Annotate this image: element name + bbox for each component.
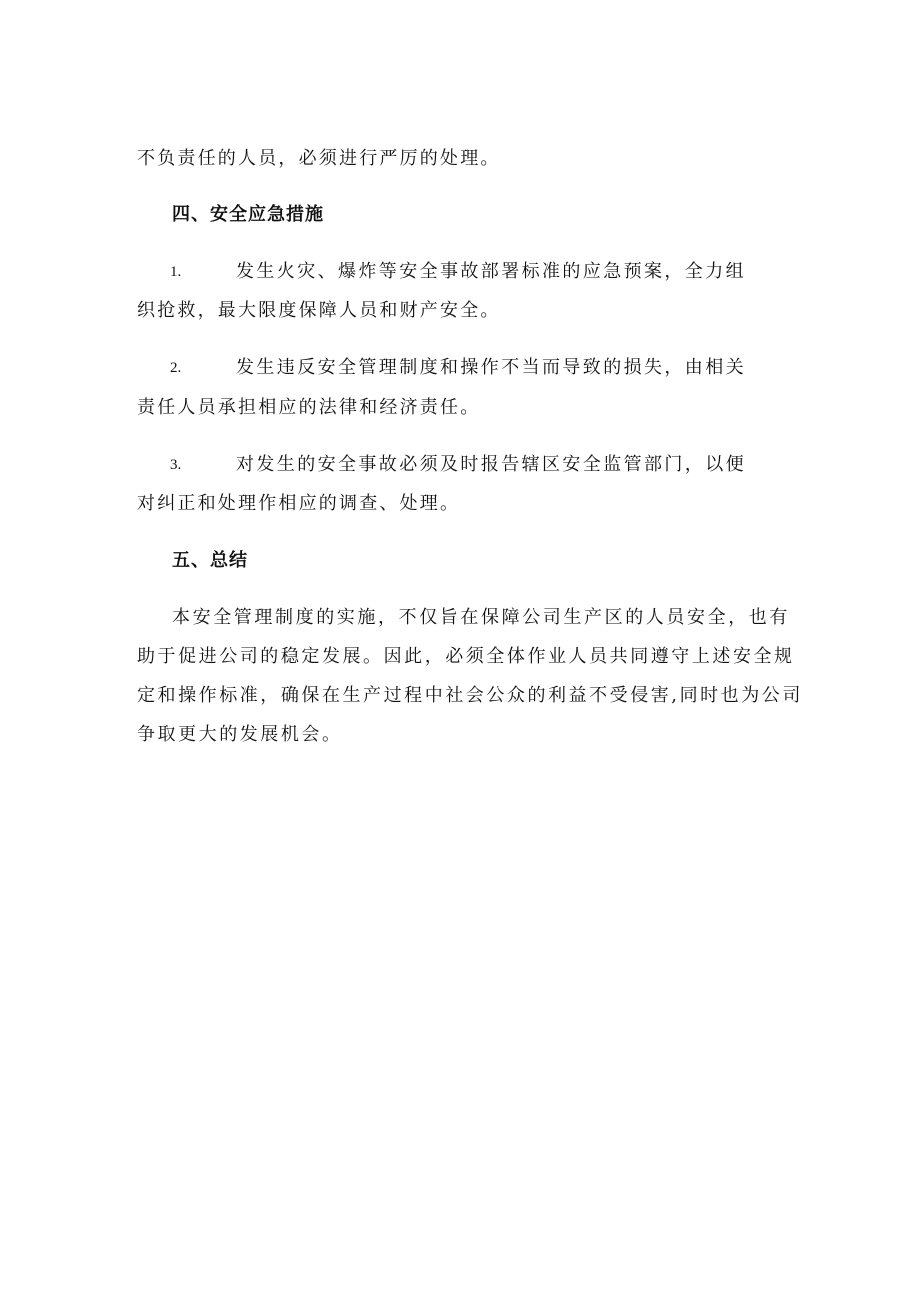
item-2-line-1: 发生违反安全管理制度和操作不当而导致的损失，由相关 xyxy=(236,357,746,378)
item-1-line-2: 织抢救，最大限度保障人员和财产安全。 xyxy=(137,300,501,321)
section-4-heading: 四、安全应急措施 xyxy=(172,204,324,225)
item-3-line-2: 对纠正和处理作相应的调查、处理。 xyxy=(137,493,461,514)
item-2-number: 2. xyxy=(170,360,182,376)
item-1-line-1: 发生火灾、爆炸等安全事故部署标准的应急预案，全力组 xyxy=(236,261,746,282)
item-3-line-1: 对发生的安全事故必须及时报告辖区安全监管部门，以便 xyxy=(236,454,746,475)
summary-line-2: 助于促进公司的稳定发展。因此，必须全体作业人员共同遵守上述安全规 xyxy=(137,646,795,667)
item-2-line-2: 责任人员承担相应的法律和经济责任。 xyxy=(137,397,481,418)
item-3-number: 3. xyxy=(170,457,182,473)
summary-line-4: 争取更大的发展机会。 xyxy=(137,724,343,745)
summary-line-1: 本安全管理制度的实施，不仅旨在保障公司生产区的人员安全，也有 xyxy=(172,607,790,628)
continuation-text: 不负责任的人员，必须进行严厉的处理。 xyxy=(137,148,501,169)
item-1-number: 1. xyxy=(170,264,182,280)
summary-line-3: 定和操作标准，确保在生产过程中社会公众的利益不受侵害,同时也为公司 xyxy=(137,685,803,706)
section-5-heading: 五、总结 xyxy=(172,550,248,571)
